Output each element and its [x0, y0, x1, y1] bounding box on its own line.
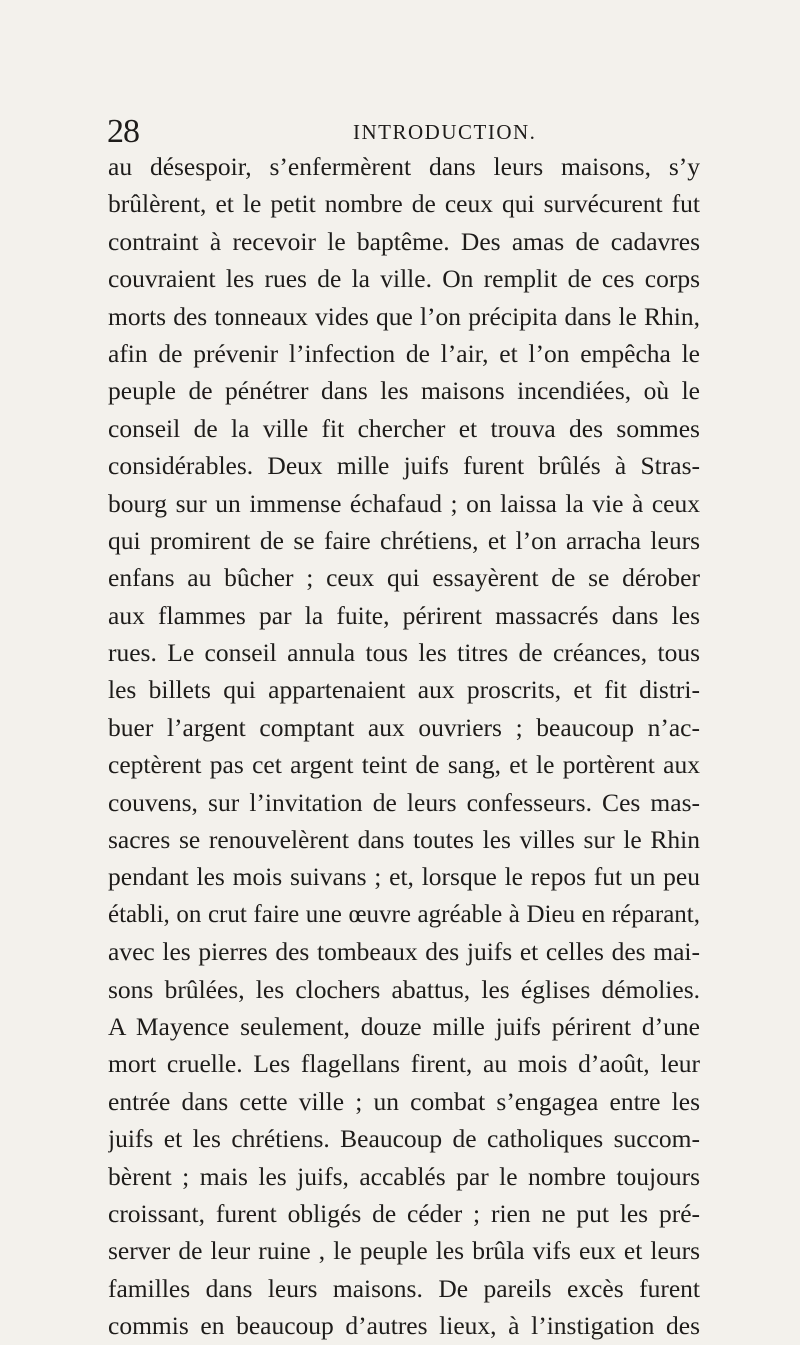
body-text [108, 148, 700, 1345]
text-line: peuple de pénétrer dans les maisons incendiées, où le [108, 376, 700, 406]
text-line: croissant, furent obligés de céder ; rien ne put les pré- [108, 1198, 700, 1228]
text-line: pendant les mois suivans ; et, lorsque le repos fut un peu [108, 862, 700, 892]
text-line: qui promirent de se faire chrétiens, et l’on arracha leurs [108, 525, 700, 555]
text-line: juifs et les chrétiens. Beaucoup de catholiques succom- [108, 1124, 700, 1154]
page-number: 28 [107, 113, 139, 150]
text-line: établi, on crut faire une œuvre agréable à Dieu en réparant, [108, 900, 700, 928]
text-line: morts des tonneaux vides que l’on précipita dans le Rhin, [108, 301, 700, 331]
running-head: INTRODUCTION. [353, 120, 537, 144]
text-line: ceptèrent pas cet argent teint de sang, et le portèrent aux [108, 750, 700, 780]
text-line: bèrent ; mais les juifs, accablés par le nombre toujours [108, 1161, 700, 1191]
text-line: avec les pierres des tombeaux des juifs et celles des mai- [108, 937, 700, 967]
text-line: familles dans leurs maisons. De pareils excès furent [108, 1273, 700, 1303]
text-line: A Mayence seulement, douze mille juifs périrent d’une [108, 1011, 700, 1041]
text-line: couvraient les rues de la ville. On remplit de ces corps [108, 264, 700, 294]
text-line: brûlèrent, et le petit nombre de ceux qui survécurent fut [108, 189, 700, 219]
text-line: contraint à recevoir le baptême. Des amas de cadavres [108, 226, 700, 256]
text-line: les billets qui appartenaient aux proscrits, et fit distri- [108, 675, 700, 705]
text-line: entrée dans cette ville ; un combat s’engagea entre les [108, 1086, 700, 1116]
text-line: bourg sur un immense échafaud ; on laissa la vie à ceux [108, 488, 700, 518]
text-line: rues. Le conseil annula tous les titres de créances, tous [108, 638, 700, 668]
text-line: buer l’argent comptant aux ouvriers ; beaucoup n’ac- [108, 712, 700, 742]
text-line: sacres se renouvelèrent dans toutes les villes sur le Rhin [108, 825, 700, 855]
text-line: mort cruelle. Les flagellans firent, au mois d’août, leur [108, 1049, 700, 1079]
text-line: afin de prévenir l’infection de l’air, et l’on empêcha le [108, 338, 700, 368]
text-line: considérables. Deux mille juifs furent brûlés à Stras- [108, 451, 700, 481]
text-line: sons brûlées, les clochers abattus, les églises démolies. [108, 974, 700, 1004]
text-line: couvens, sur l’invitation de leurs confesseurs. Ces mas- [108, 787, 700, 817]
text-line: commis en beaucoup d’autres lieux, à l’instigation des [108, 1311, 700, 1341]
text-line: enfans au bûcher ; ceux qui essayèrent de se dérober [108, 563, 700, 593]
page-header [107, 112, 707, 152]
text-line: aux flammes par la fuite, périrent massacrés dans les [108, 600, 700, 630]
text-line: au désespoir, s’enfermèrent dans leurs maisons, s’y [108, 152, 700, 181]
text-line: conseil de la ville fit chercher et trouva des sommes [108, 413, 700, 443]
text-line: server de leur ruine , le peuple les brûla vifs eux et leurs [108, 1236, 700, 1266]
